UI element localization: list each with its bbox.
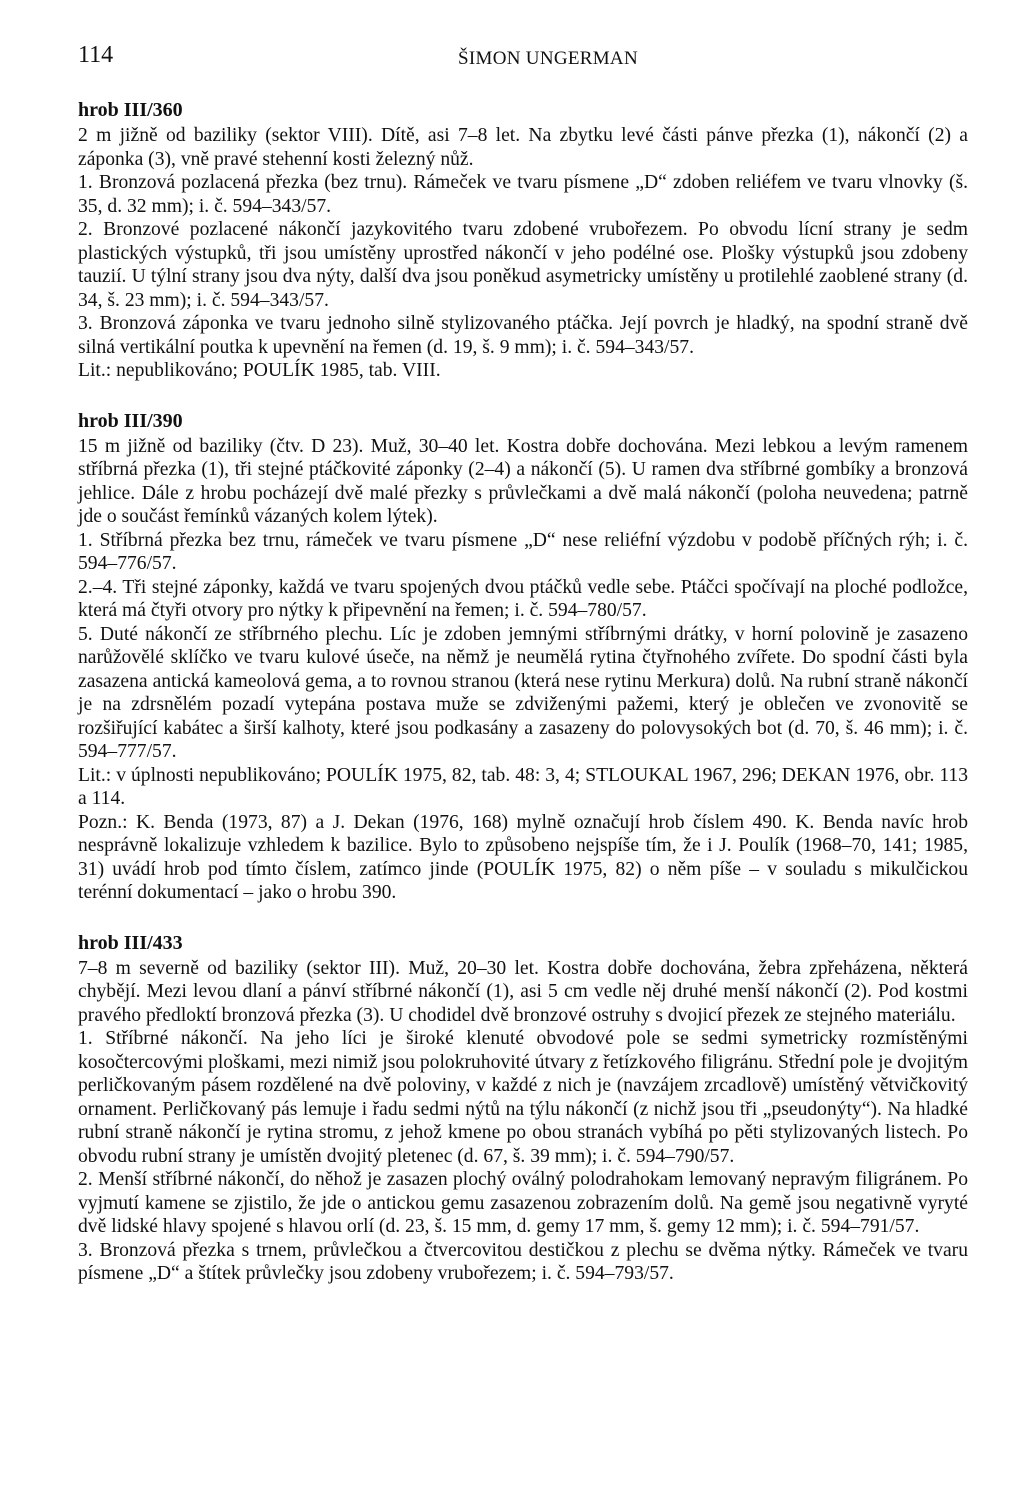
section-heading: hrob III/390 (78, 409, 183, 432)
paragraph: 2 m jižně od baziliky (sektor VIII). Dítě, asi 7–8 let. Na zbytku levé části pánve přezka (1), nákončí (2) a záponka (3), vně pravé stehenní kosti železný nůž. (78, 125, 968, 170)
literature-note: Lit.: nepublikováno; POULÍK 1985, tab. VIII. (78, 360, 441, 381)
paragraph: 2.–4. Tři stejné záponky, každá ve tvaru spojených dvou ptáčků vedle sebe. Ptáčci spočívají na ploché podložce, která má čtyři otvory pro nýtky k připevnění na řemen; i. č. 594–780/57. (78, 576, 968, 621)
paragraph: 15 m jižně od baziliky (čtv. D 23). Muž, 30–40 let. Kostra dobře dochována. Mezi lebkou a levým ramenem stříbrná přezka (1), tři stejné ptáčkovité záponky (2–4) a nákončí (5). U ramen dva stříbrné gombíky a bronzová jehlice. Dále z hrobu pocházejí dvě malé přezky s průvlečkami a dvě malá nákončí (poloha neuvedena; patrně jde o součást řemínků vázaných kolem lýtek). (78, 435, 968, 527)
paragraph: 3. Bronzová přezka s trnem, průvlečkou a čtvercovitou destičkou z plechu se dvěma nýtky. Rámeček ve tvaru písmene „D“ a štítek průvlečky jsou zdobeny vrubořezem; i. č. 594–793/57. (78, 1239, 968, 1284)
remark-note: Pozn.: K. Benda (1973, 87) a J. Dekan (1976, 168) mylně označují hrob číslem 490. K. Benda navíc hrob nesprávně lokalizuje vzhledem k bazilice. Bylo to způsobeno nejspíše tím, že i J. Poulík (1968–70, 141; 1985, 31) uvádí hrob pod tímto číslem, zatímco jinde (POULÍK 1975, 82) o něm píše – v souladu s mikulčickou terénní dokumentací – jako o hrobu 390. (78, 811, 968, 903)
paragraph: 7–8 m severně od baziliky (sektor III). Muž, 20–30 let. Kostra dobře dochována, žebra zpřeházena, některá chybějí. Mezi levou dlaní a pánví stříbrné nákončí (1), asi 5 cm vedle něj druhé menší nákončí (2). Pod kostmi pravého předloktí bronzová přezka (3). U chodidel dvě bronzové ostruhy s dvojicí přezek ze stejného materiálu. (78, 957, 968, 1026)
literature-note: Lit.: v úplnosti nepublikováno; POULÍK 1975, 82, tab. 48: 3, 4; STLOUKAL 1967, 296; DEKAN 1976, obr. 113 a 114. (78, 764, 968, 809)
paragraph: 1. Stříbrné nákončí. Na jeho líci je široké klenuté obvodové pole se sedmi symetricky rozmístěnými kosočtercovými ploškami, mezi nimiž jsou polokruhovité útvary z řetízkového filigránu. Střední pole je dvojitým perličkovaným pásem rozdělené na dvě poloviny, v každé z nich je (navzájem zrcadlově) umístěný větvičkovitý ornament. Perličkovaný pás lemuje i řadu sedmi nýtů na týlu nákončí (z nichž jsou tři „pseudonýty“). Na hladké rubní straně nákončí je rytina stromu, z jehož kmene po obou stranách vybíhá po pěti stylizovaných listech. Po obvodu rubní strany je umístěn dvojitý pletenec (d. 67, š. 39 mm); i. č. 594–790/57. (78, 1028, 968, 1167)
grave-entry-iii-433 (78, 931, 968, 1286)
paragraph: 1. Bronzová pozlacená přezka (bez trnu). Rámeček ve tvaru písmene „D“ zdoben reliéfem ve tvaru vlnovky (š. 35, d. 32 mm); i. č. 594–343/57. (78, 172, 968, 217)
paragraph: 2. Bronzové pozlacené nákončí jazykovitého tvaru zdobené vrubořezem. Po obvodu lícní strany je sedm plastických výstupků, tři jsou umístěny uprostřed nákončí v jeho podélné ose. Plošky výstupků jsou zdobeny tauzií. U týlní strany jsou dva nýty, další dva jsou poněkud asymetricky umístěny u protilehlé zaoblené strany (d. 34, š. 23 mm); i. č. 594–343/57. (78, 219, 968, 311)
section-heading: hrob III/360 (78, 99, 183, 121)
paragraph: 2. Menší stříbrné nákončí, do něhož je zasazen plochý oválný polodrahokam lemovaný nepravým filigránem. Po vyjmutí kamene se zjistilo, že jde o antickou gemu zasazenou zobrazením dolů. Na gemě jsou negativně vyryté dvě lidské hlavy spojené s hlavou orlí (d. 23, š. 15 mm, d. gemy 17 mm, š. gemy 12 mm); i. č. 594–791/57. (78, 1169, 968, 1237)
section-heading: hrob III/433 (78, 931, 183, 954)
grave-entry-iii-390 (78, 409, 968, 905)
paragraph: 1. Stříbrná přezka bez trnu, rámeček ve tvaru písmene „D“ nese reliéfní výzdobu v podobě příčných rýh; i. č. 594–776/57. (78, 529, 968, 574)
paragraph: 3. Bronzová záponka ve tvaru jednoho silně stylizovaného ptáčka. Její povrch je hladký, na spodní straně dvě silná vertikální poutka k upevnění na řemen (d. 19, š. 9 mm); i. č. 594–343/57. (78, 313, 968, 358)
paragraph: 5. Duté nákončí ze stříbrného plechu. Líc je zdoben jemnými stříbrnými drátky, v horní polovině je zasazeno narůžovělé sklíčko ve tvaru kulové úseče, na němž je neumělá rytina čtyřnohého zvířete. Do spodní části byla zasazena antická kameolová gema, a to rovnou stranou (která nese rytinu Merkura) dolů. Na rubní straně nákončí je na zdrsnělém pozadí vytepána postava muže se zdviženými pažemi, který je oblečen ve zvonovitě se rozšiřující kabátec a širší kalhoty, které jsou podkasány a zasazeny do polovysokých bot (d. 70, š. 46 mm); i. č. 594–777/57. (78, 623, 968, 762)
running-header (78, 42, 968, 72)
page-number: 114 (78, 42, 114, 68)
running-title: ŠIMON UNGERMAN (458, 48, 638, 69)
grave-entry-iii-360 (78, 98, 968, 383)
